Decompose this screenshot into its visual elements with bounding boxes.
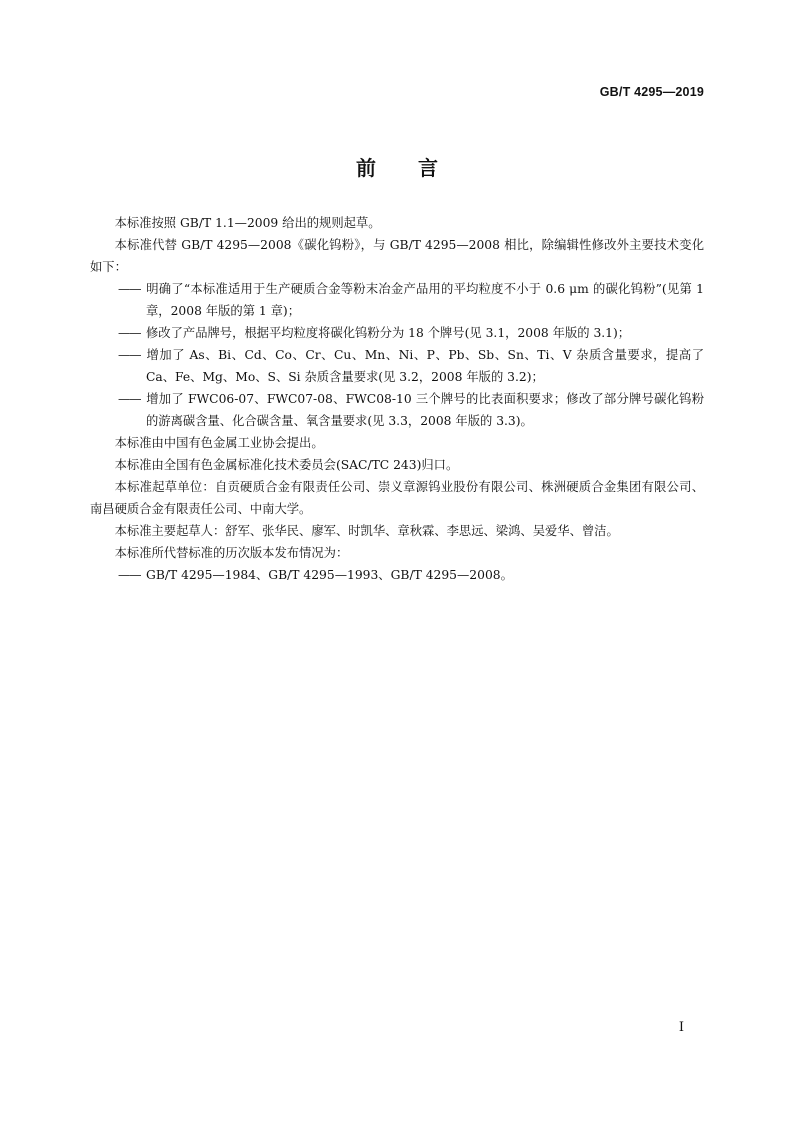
foreword-body (90, 212, 704, 586)
change-item-text: 明确了“本标准适用于生产硬质合金等粉末冶金产品用的平均粒度不小于 0.6 μm 的碳化钨粉”(见第 1 章，2008 年版的第 1 章)； (146, 282, 704, 318)
paragraph-drafting-rules: 本标准按照 GB/T 1.1—2009 给出的规则起草。 (114, 216, 381, 230)
list-item (118, 388, 704, 432)
change-item-text: 增加了 As、Bi、Cd、Co、Cr、Cu、Mn、Ni、P、Pb、Sb、Sn、Ti、V 杂质含量要求，提高了 Ca、Fe、Mg、Mo、S、Si 杂质含量要求(见 3.2，2008 年版的 3.2)； (146, 348, 704, 384)
list-item (118, 322, 704, 344)
list-item (118, 278, 704, 322)
history-list-item (118, 564, 704, 586)
dash-mark: —— (118, 282, 141, 296)
paragraph-drafters: 本标准主要起草人：舒军、张华民、廖军、时凯华、章秋霖、李思远、梁鸿、吴爱华、曾洁。 (114, 524, 619, 538)
title-word-1: 前 (356, 156, 376, 180)
list-item (118, 344, 704, 388)
standard-code: GB/T 4295—2019 (599, 85, 704, 99)
dash-mark: —— (118, 568, 141, 582)
paragraph-history-intro: 本标准所代替标准的历次版本发布情况为： (114, 546, 349, 560)
dash-mark: —— (118, 348, 141, 362)
paragraph-drafting-units: 本标准起草单位：自贡硬质合金有限责任公司、崇义章源钨业股份有限公司、株洲硬质合金集团有限公司、南昌硬质合金有限责任公司、中南大学。 (90, 480, 704, 516)
paragraph-technical-committee: 本标准由全国有色金属标准化技术委员会(SAC/TC 243)归口。 (114, 458, 459, 472)
page-number: I (678, 1020, 684, 1035)
change-item-text: 修改了产品牌号，根据平均粒度将碳化钨粉分为 18 个牌号(见 3.1，2008 年版的 3.1)； (146, 326, 631, 340)
dash-mark: —— (118, 392, 141, 406)
paragraph-proposer: 本标准由中国有色金属工业协会提出。 (114, 436, 324, 450)
paragraph-replacement: 本标准代替 GB/T 4295—2008《碳化钨粉》，与 GB/T 4295—2008 相比，除编辑性修改外主要技术变化如下： (90, 238, 704, 274)
history-text: GB/T 4295—1984、GB/T 4295—1993、GB/T 4295—2008。 (146, 568, 513, 582)
page-title (0, 152, 794, 181)
title-word-2: 言 (418, 156, 438, 180)
dash-mark: —— (118, 326, 141, 340)
change-item-text: 增加了 FWC06-07、FWC07-08、FWC08-10 三个牌号的比表面积要求；修改了部分牌号碳化钨粉的游离碳含量、化合碳含量、氧含量要求(见 3.3，2008 年版的 3.3)。 (146, 392, 704, 428)
